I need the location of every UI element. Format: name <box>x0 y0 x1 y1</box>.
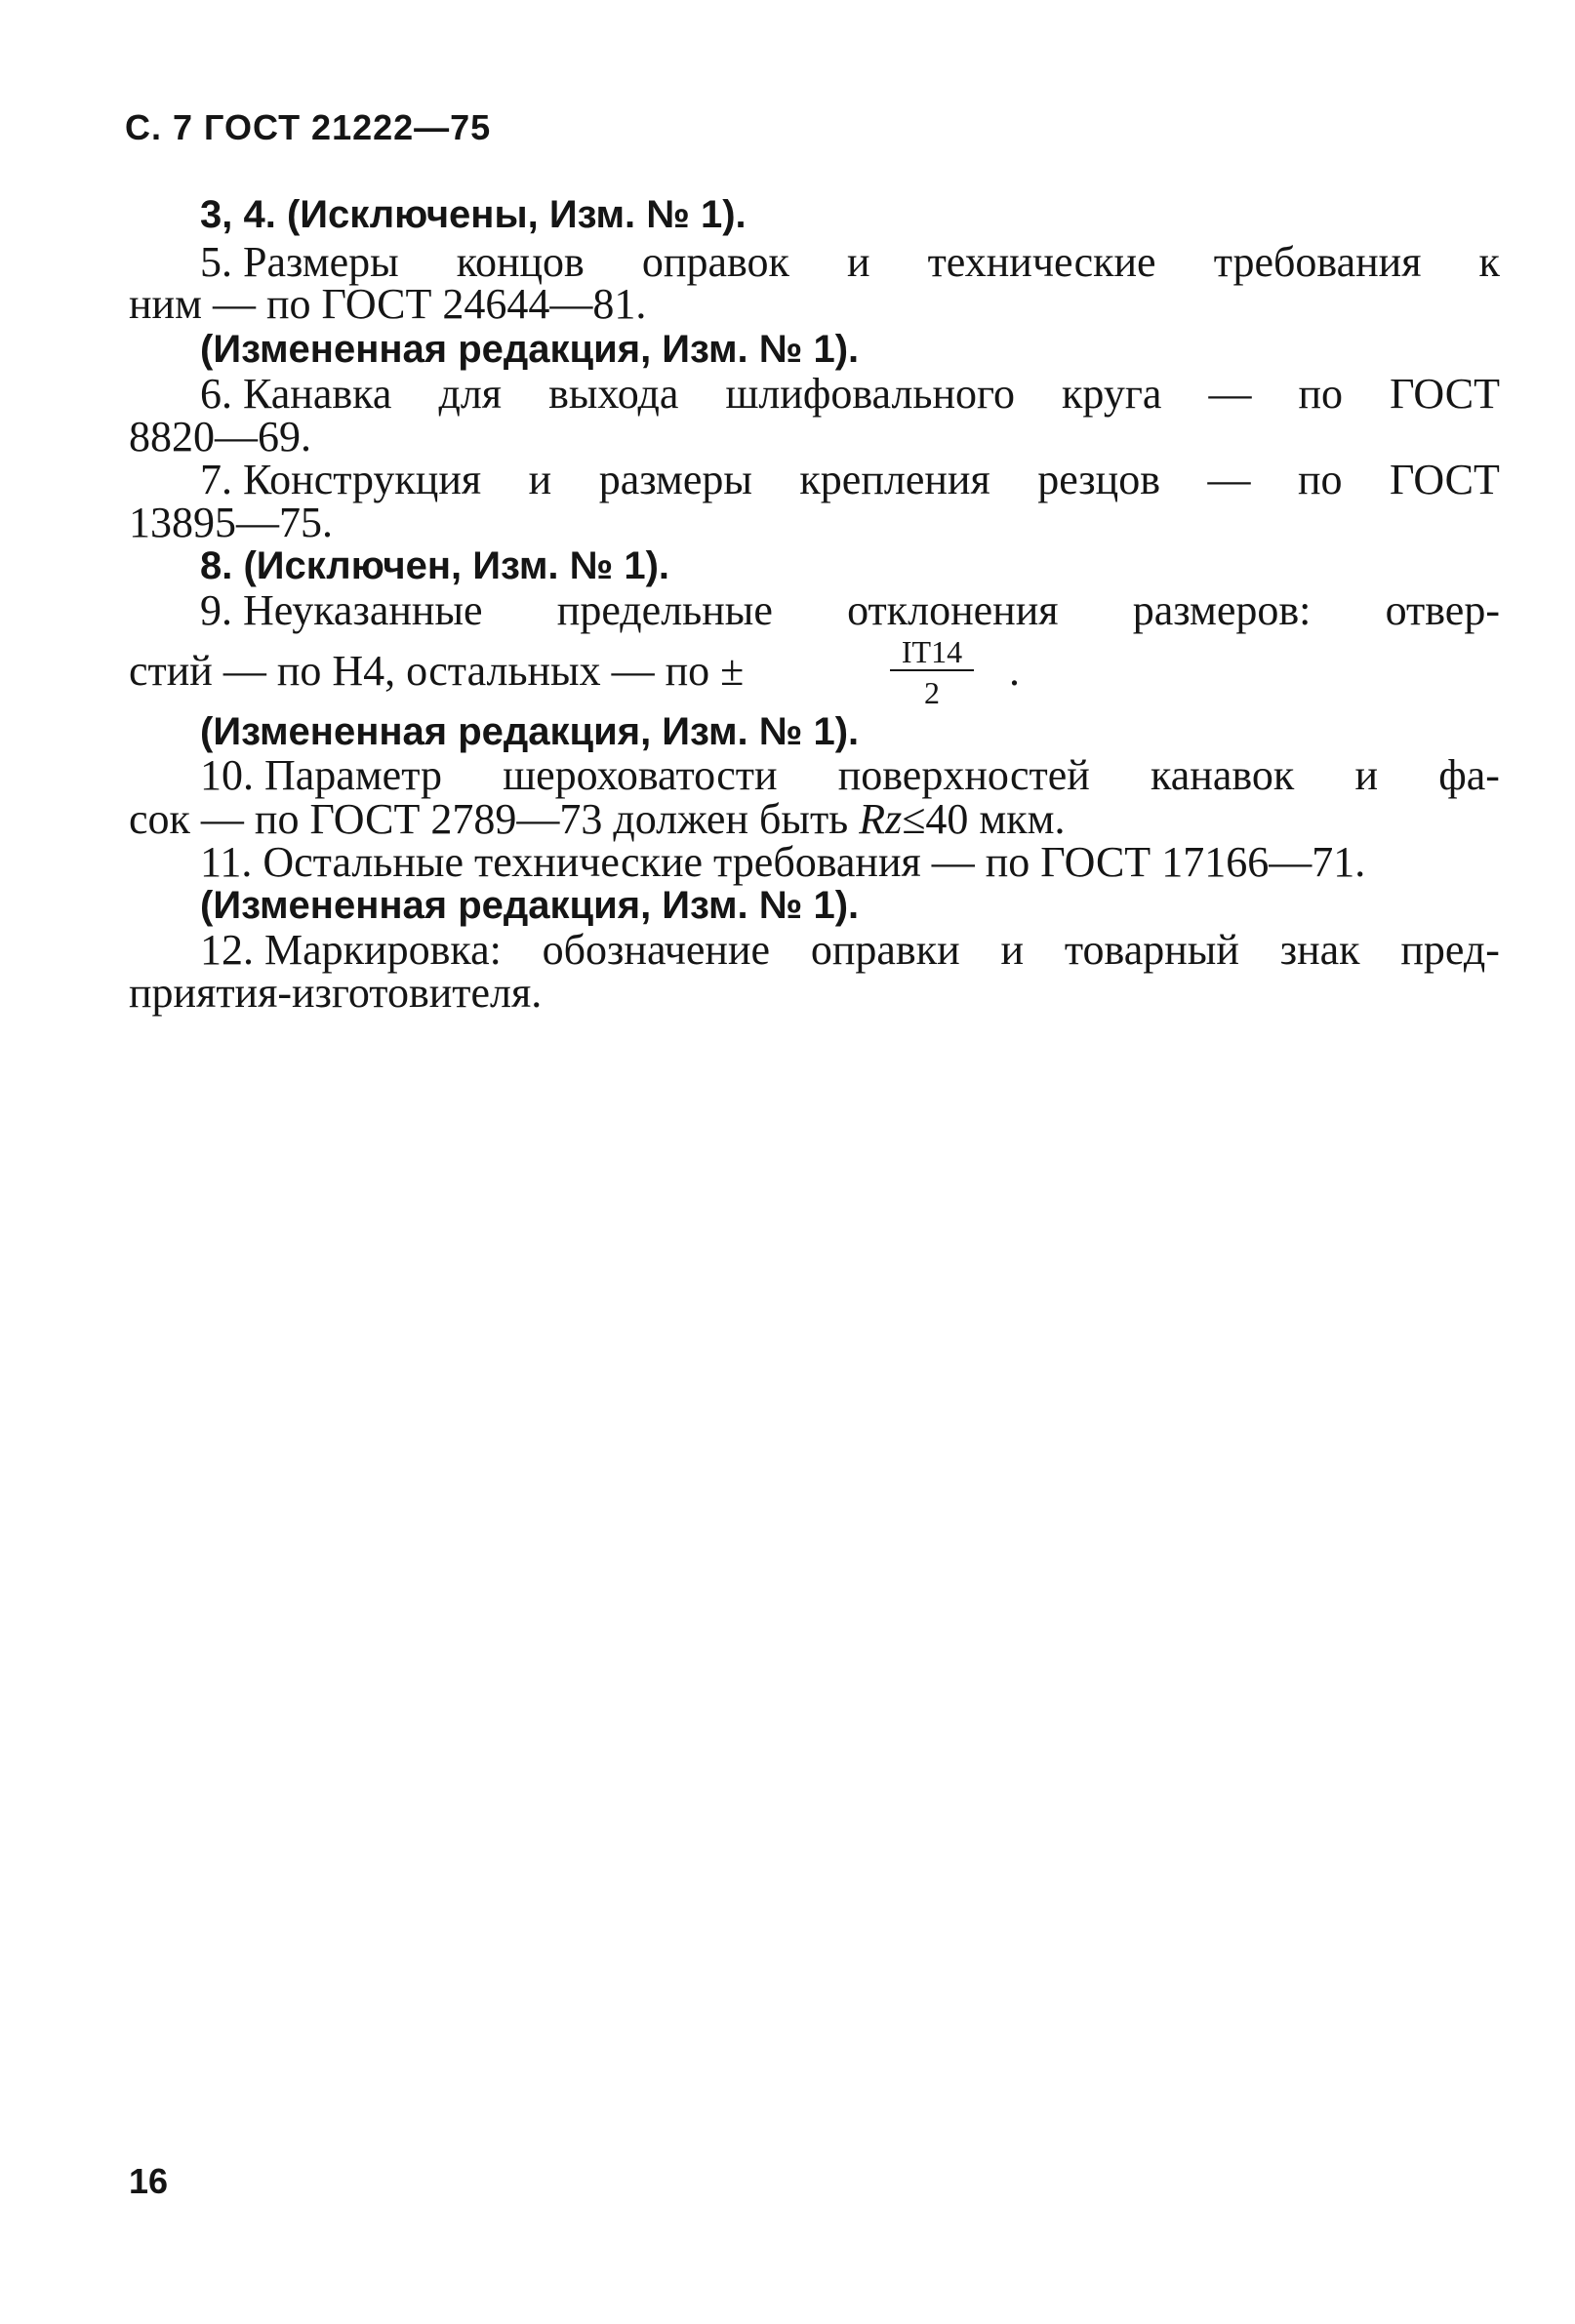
word: по <box>1297 456 1343 503</box>
word: шероховатости <box>503 751 778 799</box>
amendment-note-2: (Измененная редакция, Изм. № 1). <box>200 710 860 753</box>
word: 7. Конструкция <box>200 456 482 503</box>
word: и <box>1354 751 1378 799</box>
word: требования <box>1213 238 1422 286</box>
word: резцов <box>1037 456 1160 503</box>
word: 10. Параметр <box>200 751 442 799</box>
word: — <box>1208 370 1252 418</box>
clause-10-limit: ≤40 мкм. <box>902 795 1066 843</box>
word: 9. Неуказанные <box>200 586 483 634</box>
clause-10-line-2 <box>129 795 1066 843</box>
word: оправки <box>810 926 960 974</box>
page-number: 16 <box>129 2161 169 2201</box>
clause-12-line-2: приятия-изготовителя. <box>129 969 543 1017</box>
amendment-note-1: (Измененная редакция, Изм. № 1). <box>200 328 860 371</box>
word: по <box>1298 370 1344 418</box>
word: шлифовального <box>725 370 1015 418</box>
word: пред- <box>1400 926 1500 974</box>
fraction-bar <box>890 669 974 671</box>
word: отклонения <box>847 586 1059 634</box>
clause-7-line-2: 13895—75. <box>129 499 333 546</box>
word: 5. Размеры <box>200 238 399 286</box>
word: круга <box>1062 370 1162 418</box>
fraction-numerator: IT14 <box>901 634 963 669</box>
fraction-denominator: 2 <box>924 675 940 710</box>
word: ГОСТ <box>1390 370 1500 418</box>
amendment-note-3: (Измененная редакция, Изм. № 1). <box>200 884 860 927</box>
word: предельные <box>556 586 773 634</box>
clause-6-line-1 <box>200 370 1500 418</box>
word: ГОСТ <box>1390 456 1500 503</box>
word: для <box>438 370 503 418</box>
word: поверхностей <box>837 751 1090 799</box>
word: отвер- <box>1385 586 1500 634</box>
word: технические <box>927 238 1156 286</box>
clause-9-line-2: стий — по Н4, остальных — по ± <box>129 647 745 695</box>
clause-9-period: . <box>1009 647 1020 695</box>
word: и <box>846 238 870 286</box>
clause-7-line-1 <box>200 456 1500 503</box>
word: концов <box>456 238 585 286</box>
clause-12-line-1 <box>200 926 1500 974</box>
clause-11: 11. Остальные технические требования — по ГОСТ 17166—71. <box>200 838 1366 886</box>
word: — <box>1207 456 1251 503</box>
clause-3-4: 3, 4. (Исключены, Изм. № 1). <box>200 193 747 236</box>
word: и <box>528 456 552 503</box>
clause-10-text: сок — по ГОСТ 2789—73 должен быть <box>129 795 860 843</box>
word: выхода <box>548 370 679 418</box>
word: знак <box>1279 926 1360 974</box>
rz-symbol: Rz <box>859 795 903 843</box>
word: товарный <box>1064 926 1239 974</box>
clause-9-line-1 <box>200 586 1500 634</box>
word: 12. Маркировка: <box>200 926 502 974</box>
clause-10-line-1 <box>200 751 1500 799</box>
word: к <box>1478 238 1500 286</box>
word: размеров: <box>1132 586 1312 634</box>
clause-5-line-1 <box>200 238 1500 286</box>
word: оправок <box>641 238 789 286</box>
word: канавок <box>1151 751 1295 799</box>
word: обозначение <box>542 926 771 974</box>
word: 6. Канавка <box>200 370 392 418</box>
clause-8: 8. (Исключен, Изм. № 1). <box>200 544 670 587</box>
word: размеры <box>598 456 752 503</box>
word: крепления <box>799 456 990 503</box>
clause-5-line-2: ним — по ГОСТ 24644—81. <box>129 280 647 328</box>
word: и <box>1000 926 1025 974</box>
page-header: С. 7 ГОСТ 21222—75 <box>125 107 492 147</box>
word: фа- <box>1438 751 1500 799</box>
clause-6-line-2: 8820—69. <box>129 413 311 461</box>
